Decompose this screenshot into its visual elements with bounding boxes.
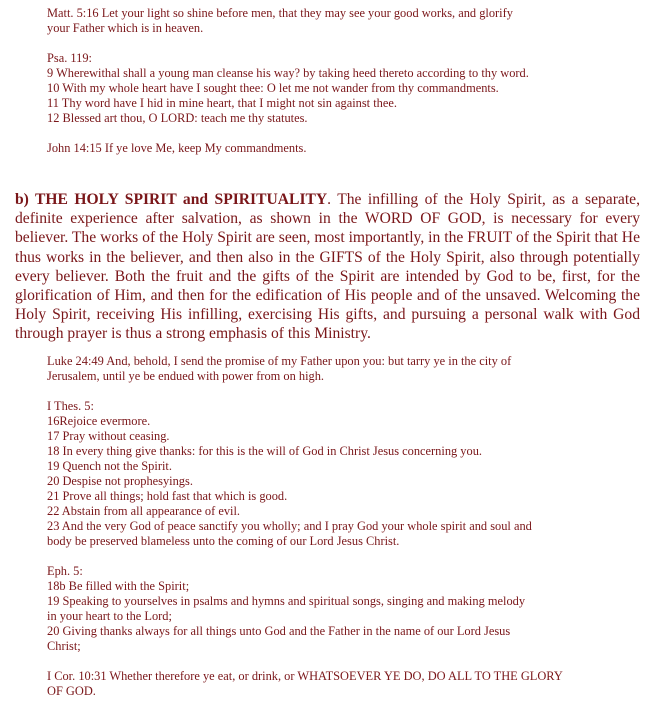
- verse-john-14-15: John 14:15 If ye love Me, keep My commandments.: [47, 141, 307, 155]
- verse-line: OF GOD.: [47, 684, 96, 698]
- verse-reference: I Thes. 5:: [47, 399, 94, 413]
- verse-line: I Cor. 10:31 Whether therefore ye eat, or drink, or WHATSOEVER YE DO, DO ALL TO THE GLORY: [47, 669, 563, 683]
- verse-line: 20 Despise not prophesyings.: [47, 474, 193, 488]
- verse-line: Christ;: [47, 639, 81, 653]
- verse-reference: Eph. 5:: [47, 564, 83, 578]
- verse-line: 10 With my whole heart have I sought thee: O let me not wander from thy commandments.: [47, 81, 499, 95]
- verse-line: 19 Quench not the Spirit.: [47, 459, 172, 473]
- section-b-paragraph: [15, 190, 640, 344]
- verse-line: in your heart to the Lord;: [47, 609, 172, 623]
- verse-line: 9 Wherewithal shall a young man cleanse his way? by taking heed thereto according to thy word.: [47, 66, 529, 80]
- verse-line: 23 And the very God of peace sanctify you wholly; and I pray God your whole spirit and soul and: [47, 519, 532, 533]
- verse-reference: Psa. 119:: [47, 51, 92, 65]
- verse-line: Luke 24:49 And, behold, I send the promise of my Father upon you: but tarry ye in the city of: [47, 354, 512, 368]
- verse-line: your Father which is in heaven.: [47, 21, 204, 35]
- verse-line: 12 Blessed art thou, O LORD: teach me thy statutes.: [47, 111, 308, 125]
- section-b-heading: b) THE HOLY SPIRIT and SPIRITUALITY: [15, 191, 328, 208]
- verse-line: 17 Pray without ceasing.: [47, 429, 170, 443]
- verse-line: body be preserved blameless unto the coming of our Lord Jesus Christ.: [47, 534, 400, 548]
- verse-line: 22 Abstain from all appearance of evil.: [47, 504, 241, 518]
- verse-line: 20 Giving thanks always for all things unto God and the Father in the name of our Lord Jesus: [47, 624, 511, 638]
- verse-line: 18b Be filled with the Spirit;: [47, 579, 190, 593]
- verse-line: 11 Thy word have I hid in mine heart, that I might not sin against thee.: [47, 96, 397, 110]
- verse-line: 21 Prove all things; hold fast that which is good.: [47, 489, 288, 503]
- verse-line: 16Rejoice evermore.: [47, 414, 151, 428]
- verse-line: Jerusalem, until ye be endued with power from on high.: [47, 369, 325, 383]
- section-b-body: . The infilling of the Holy Spirit, as a separate, definite experience after salvation, as shown in the WORD OF GOD, is necessary for every believer. The works of the Holy Spirit are seen, most importantly, in the FRUIT of the Spirit that He thus works in the believer, and then also in the GIFTS of the Holy Spirit, also through potentially every believer. Both the fruit and the gifts of the Spirit are intended by God to be, first, for the glorification of Him, and then for the edification of His people and of the unsaved. Welcoming the Holy Spirit, receiving His infilling, exercising His gifts, and pursuing a personal walk with God through prayer is thus a strong emphasis of this Ministry.: [15, 191, 640, 343]
- verse-line: Matt. 5:16 Let your light so shine before men, that they may see your good works, and glorify: [47, 6, 513, 20]
- verse-line: 19 Speaking to yourselves in psalms and hymns and spiritual songs, singing and making melody: [47, 594, 526, 608]
- verse-line: 18 In every thing give thanks: for this is the will of God in Christ Jesus concerning you.: [47, 444, 482, 458]
